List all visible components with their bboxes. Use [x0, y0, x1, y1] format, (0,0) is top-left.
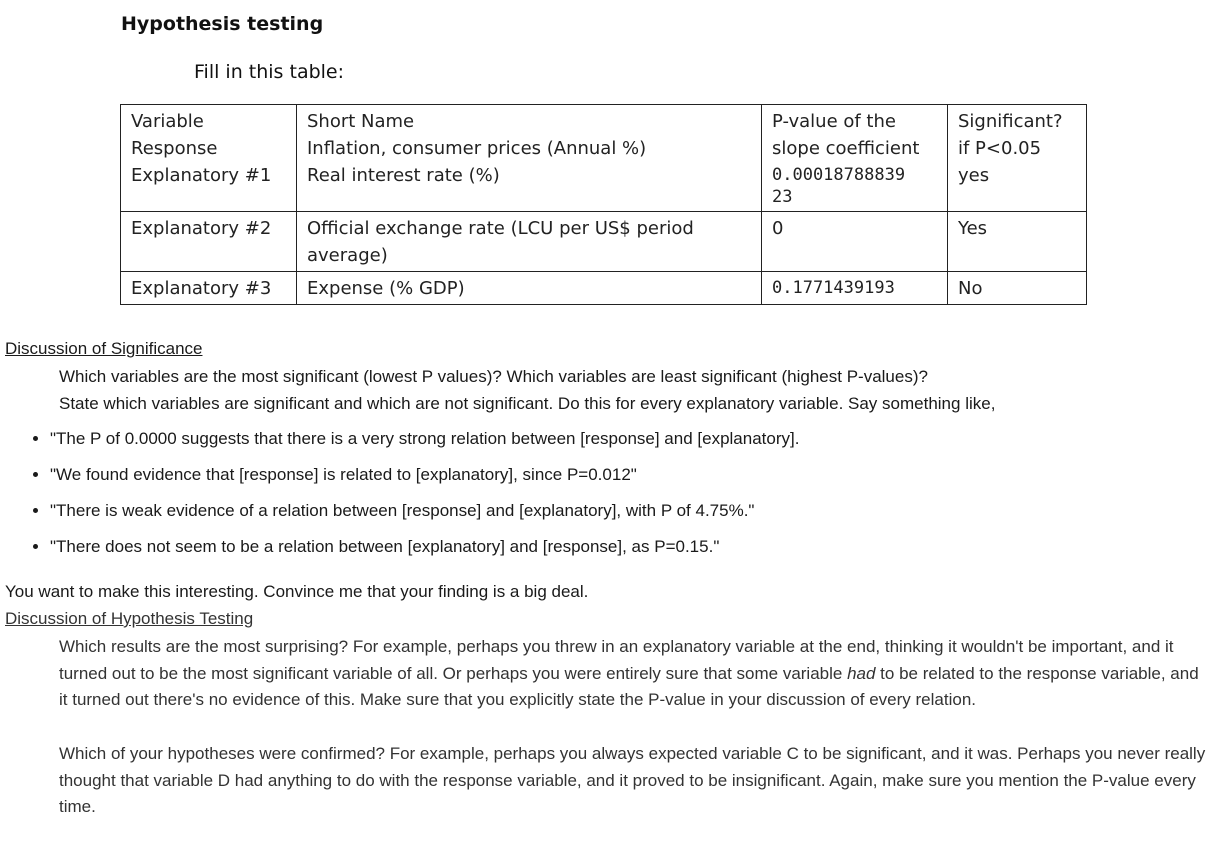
cell-significant-3 — [948, 272, 1087, 305]
cell-response: Response — [131, 138, 218, 159]
table-cell-pvalue — [762, 105, 948, 212]
header-variable: Variable — [131, 111, 204, 132]
example-bullets — [30, 421, 799, 565]
table-row — [121, 105, 1087, 212]
page-title: Hypothesis testing — [121, 13, 324, 35]
cell-explanatory-3-label: Explanatory #3 — [131, 278, 272, 299]
cell-explanatory-1-name: Real interest rate (%) — [307, 165, 500, 186]
table-cell-significant — [948, 105, 1087, 212]
hypothesis-paragraph-1 — [59, 634, 1209, 714]
cell-explanatory-1: Explanatory #1 — [131, 165, 272, 186]
hypothesis-para1-a: Which results are the most surprising? For example, perhaps you threw in an explanatory variable at the end, thinking it wouldn't be important, and it turned out to be the most significant variable of all. Or perhaps you were entirely sure that some variable — [59, 637, 1174, 683]
interesting-note: You want to make this interesting. Convince me that your finding is a big deal. — [5, 582, 589, 601]
cell-significant-2-value: Yes — [958, 218, 988, 239]
header-pvalue-line2: slope coefficient — [772, 138, 920, 159]
table-cell-variable — [121, 105, 297, 212]
significance-line-1: Which variables are the most significant (lowest P values)? Which variables are least significant (highest P-values)? — [59, 367, 928, 386]
cell-pvalue-1a: 0.00018788839 — [772, 165, 906, 185]
hypothesis-para1-em: had — [847, 663, 876, 683]
cell-significant-3-value: No — [958, 278, 983, 299]
list-item: • "There is weak evidence of a relation between [response] and [explanatory], with P of 4.75%." — [50, 493, 799, 529]
cell-explanatory-2-name-a: Official exchange rate (LCU per US$ period — [307, 218, 694, 239]
header-significant: Significant? — [958, 111, 1063, 132]
list-item: • "There does not seem to be a relation between [explanatory] and [response], as P=0.15." — [50, 529, 799, 565]
list-item: • "The P of 0.0000 suggests that there is a very strong relation between [response] and [explanatory]. — [50, 421, 799, 457]
header-pvalue: P-value of the — [772, 111, 896, 132]
header-short-name: Short Name — [307, 111, 415, 132]
cell-explanatory-2 — [121, 212, 297, 272]
hypothesis-table — [120, 104, 1087, 305]
cell-explanatory-2-label: Explanatory #2 — [131, 218, 272, 239]
cell-pvalue-2-value: 0 — [772, 218, 784, 239]
significance-heading: Discussion of Significance — [5, 339, 203, 358]
cell-pvalue-1b: 23 — [772, 187, 793, 207]
table-row — [121, 272, 1087, 305]
cell-significant-2 — [948, 212, 1087, 272]
list-item: • "We found evidence that [response] is related to [explanatory], since P=0.012" — [50, 457, 799, 493]
cell-explanatory-2-name-b: average) — [307, 245, 388, 266]
hypothesis-para1-b: to be related to the response variable, and it turned out there's no evidence of this. Make sure that you explicitly state the P-value in your discussion of every relation. — [59, 663, 1199, 709]
cell-pvalue-3-value: 0.1771439193 — [772, 278, 895, 298]
cell-explanatory-3 — [121, 272, 297, 305]
table-cell-short-name — [297, 105, 762, 212]
cell-explanatory-2-name — [297, 212, 762, 272]
cell-explanatory-3-name — [297, 272, 762, 305]
table-instruction: Fill in this table: — [194, 61, 345, 83]
hypothesis-paragraph-2: Which of your hypotheses were confirmed? For example, perhaps you always expected variable C to be significant, and it was. Perhaps you never really thought that variable D had anything to do with the response variable, and it proved to be insignificant. Again, make sure you mention the P-value every time. — [59, 744, 1206, 816]
cell-pvalue-3 — [762, 272, 948, 305]
significance-line-2: State which variables are significant and which are not significant. Do this for every explanatory variable. Say something like, — [59, 394, 996, 413]
cell-pvalue-2 — [762, 212, 948, 272]
hypothesis-heading: Discussion of Hypothesis Testing — [5, 609, 254, 628]
cell-response-name: Inflation, consumer prices (Annual %) — [307, 138, 647, 159]
header-significant-line2: if P<0.05 — [958, 138, 1042, 159]
cell-significant-1: yes — [958, 165, 990, 186]
table-row — [121, 212, 1087, 272]
cell-explanatory-3-name-value: Expense (% GDP) — [307, 278, 465, 299]
